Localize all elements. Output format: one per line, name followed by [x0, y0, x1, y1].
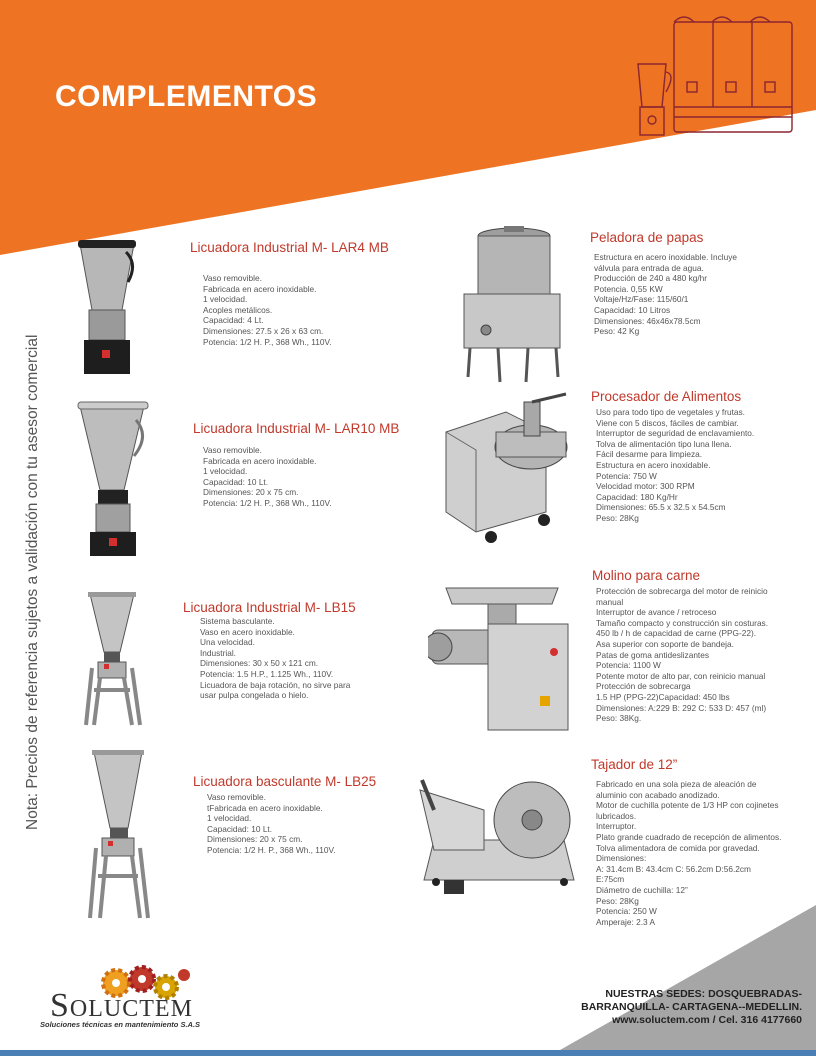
tilting-blender-icon: [80, 590, 150, 730]
product-specs: [203, 273, 332, 347]
spec-line: usar pulpa congelada o hielo.: [200, 690, 309, 701]
logo-initial: S: [50, 987, 70, 1024]
blender-icon: [74, 238, 140, 378]
spec-line: Capacidad: 10 Litros: [594, 304, 671, 315]
spec-line: Potencia: 1.5 H.P., 1.125 Wh., 110V.: [200, 668, 334, 679]
spec-line: Peso: 28Kg: [596, 512, 639, 523]
spec-line: Capacidad: 4 Lt.: [203, 315, 264, 326]
product-title: Procesador de Alimentos: [591, 389, 742, 404]
spec-line: 1.5 HP (PPG-22)Capacidad: 450 lbs: [596, 691, 730, 702]
spec-line: Sistema basculante.: [200, 616, 275, 626]
spec-line: Producción de 240 a 480 kg/hr: [594, 273, 708, 284]
spec-line: Dimensiones: 46x46x78.5cm: [594, 315, 701, 326]
logo-tagline: Soluciones técnicas en mantenimiento S.A.S: [40, 1020, 201, 1029]
spec-line: Plato grande cuadrado de recepción de alimentos.: [596, 831, 782, 842]
spec-line: Motor de cuchilla potente de 1/3 HP con cojinetes: [596, 800, 779, 811]
bottom-bar: [0, 1050, 816, 1056]
spec-line: Interruptor.: [596, 821, 637, 832]
spec-line: Estructura en acero inoxidable. Incluye: [594, 252, 737, 262]
spec-line: Dimensiones: 20 x 75 cm.: [203, 487, 299, 498]
product-title: Licuadora Industrial M- LB15: [183, 600, 356, 615]
spec-line: Dimensiones: 27.5 x 26 x 63 cm.: [203, 325, 324, 336]
spec-line: Potencia: 1/2 H. P., 368 Wh., 110V.: [203, 497, 332, 508]
product-specs: [596, 586, 768, 724]
company-logo: [40, 965, 230, 1035]
spec-line: 1 velocidad.: [207, 813, 252, 824]
spec-line: Interruptor de seguridad de enclavamiento.: [596, 428, 755, 439]
potato-peeler-icon: [458, 222, 570, 384]
spec-line: válvula para entrada de agua.: [594, 262, 704, 273]
side-note: Nota: Precios de referencia sujetos a validación con tu asesor comercial: [24, 334, 41, 830]
product-title: Licuadora Industrial M- LAR10 MB: [193, 421, 400, 436]
spec-line: A: 31.4cm B: 43.4cm C: 56.2cm D:56.2cm: [596, 863, 751, 874]
spec-line: Acoples metálicos.: [203, 304, 273, 315]
spec-line: Potencia: 1100 W: [596, 660, 661, 671]
footer-website-phone: www.soluctem.com / Cel. 316 4177660: [612, 1014, 802, 1026]
product-title: Molino para carne: [592, 568, 701, 583]
spec-line: Capacidad: 180 Kg/Hr: [596, 491, 678, 502]
spec-line: Velocidad motor: 300 RPM: [596, 481, 695, 492]
spec-line: Protección de sobrecarga: [596, 681, 691, 692]
spec-line: Protección de sobrecarga del motor de reinicio: [596, 586, 768, 596]
product-specs: [596, 779, 781, 927]
spec-line: lubricados.: [596, 810, 637, 821]
spec-line: Vaso removible.: [203, 273, 262, 283]
spec-line: E:75cm: [596, 874, 625, 885]
spec-line: Estructura en acero inoxidable.: [596, 459, 711, 470]
food-processor-icon: [436, 392, 586, 547]
product-title: Licuadora basculante M- LB25: [193, 774, 377, 789]
spec-line: manual: [596, 596, 624, 607]
spec-line: Viene con 5 discos, fáciles de cambiar.: [596, 417, 739, 428]
product-specs: [596, 407, 754, 524]
meat-grinder-icon: [428, 580, 578, 735]
product-specs: [594, 252, 737, 337]
product-specs: [203, 445, 332, 509]
product-specs: [200, 616, 350, 701]
spec-line: tFabricada en acero inoxidable.: [207, 802, 323, 813]
spec-line: Tolva alimentadora de comida por gravedad.: [596, 842, 760, 853]
spec-line: Fabricado en una sola pieza de aleación de: [596, 779, 757, 789]
spec-line: 1 velocidad.: [203, 466, 248, 477]
product-title: Tajador de 12”: [591, 757, 678, 772]
logo-rest: OLUCTEM: [69, 996, 193, 1022]
spec-line: Potencia. 0,55 KW: [594, 283, 663, 294]
blender-icon: [76, 400, 150, 560]
spec-line: Dimensiones: 30 x 50 x 121 cm.: [200, 658, 319, 669]
spec-line: Licuadora de baja rotación, no sirve para: [200, 679, 351, 690]
spec-line: Uso para todo tipo de vegetales y frutas.: [596, 407, 745, 417]
spec-line: Dimensiones: 20 x 75 cm.: [207, 834, 303, 845]
spec-line: 450 lb / h de capacidad de carne (PPG-22).: [596, 628, 757, 639]
spec-line: 1 velocidad.: [203, 294, 248, 305]
spec-line: Patas de goma antideslizantes: [596, 649, 710, 660]
product-title: Peladora de papas: [590, 230, 704, 245]
spec-line: Capacidad: 10 Lt.: [207, 823, 273, 834]
spec-line: Peso: 28Kg: [596, 895, 639, 906]
spec-line: Diámetro de cuchilla: 12”: [596, 884, 688, 895]
spec-line: Interruptor de avance / retroceso: [596, 607, 717, 618]
spec-line: Tolva de alimentación tipo luna llena.: [596, 438, 732, 449]
spec-line: Amperaje: 2.3 A: [596, 916, 656, 927]
spec-line: Vaso removible.: [207, 792, 266, 802]
spec-line: Asa superior con soporte de bandeja.: [596, 638, 734, 649]
spec-line: aluminio con acabado anodizado.: [596, 789, 720, 800]
spec-line: Dimensiones:: [596, 853, 647, 864]
tilting-blender-icon: [86, 748, 156, 923]
spec-line: Una velocidad.: [200, 637, 255, 648]
spec-line: Peso: 38Kg.: [596, 713, 642, 724]
spec-line: Fabricada en acero inoxidable.: [203, 455, 317, 466]
spec-line: Fácil desarme para limpieza.: [596, 449, 703, 460]
footer-sedes-line: NUESTRAS SEDES: DOSQUEBRADAS-: [605, 988, 802, 1000]
spec-line: Dimensiones: 65.5 x 32.5 x 54.5cm: [596, 502, 726, 513]
spec-line: Voltaje/Hz/Fase: 115/60/1: [594, 294, 689, 305]
juice-dispenser-icon: [632, 12, 802, 137]
product-specs: [207, 792, 336, 856]
footer-sedes-line: BARRANQUILLA- CARTAGENA--MEDELLIN.: [581, 1001, 802, 1013]
spec-line: Industrial.: [200, 647, 236, 658]
spec-line: Peso: 42 Kg: [594, 326, 640, 337]
spec-line: Vaso en acero inoxidable.: [200, 626, 295, 637]
spec-line: Potencia: 1/2 H. P., 368 Wh., 110V.: [203, 336, 332, 347]
spec-line: Capacidad: 10 Lt.: [203, 476, 269, 487]
product-title: Licuadora Industrial M- LAR4 MB: [190, 240, 389, 255]
spec-line: Potencia: 750 W: [596, 470, 657, 481]
spec-line: Potencia: 250 W: [596, 906, 657, 917]
spec-line: Vaso removible.: [203, 445, 262, 455]
spec-line: Dimensiones: A:229 B: 292 C: 533 D: 457 (ml): [596, 702, 767, 713]
footer-contact: [581, 988, 802, 1027]
page-title: COMPLEMENTOS: [55, 80, 318, 113]
meat-slicer-icon: [414, 770, 584, 905]
spec-line: Tamaño compacto y construcción sin costuras.: [596, 617, 769, 628]
spec-line: Potente motor de alto par, con reinicio manual: [596, 670, 766, 681]
spec-line: Potencia: 1/2 H. P., 368 Wh., 110V.: [207, 844, 336, 855]
spec-line: Fabricada en acero inoxidable.: [203, 283, 317, 294]
